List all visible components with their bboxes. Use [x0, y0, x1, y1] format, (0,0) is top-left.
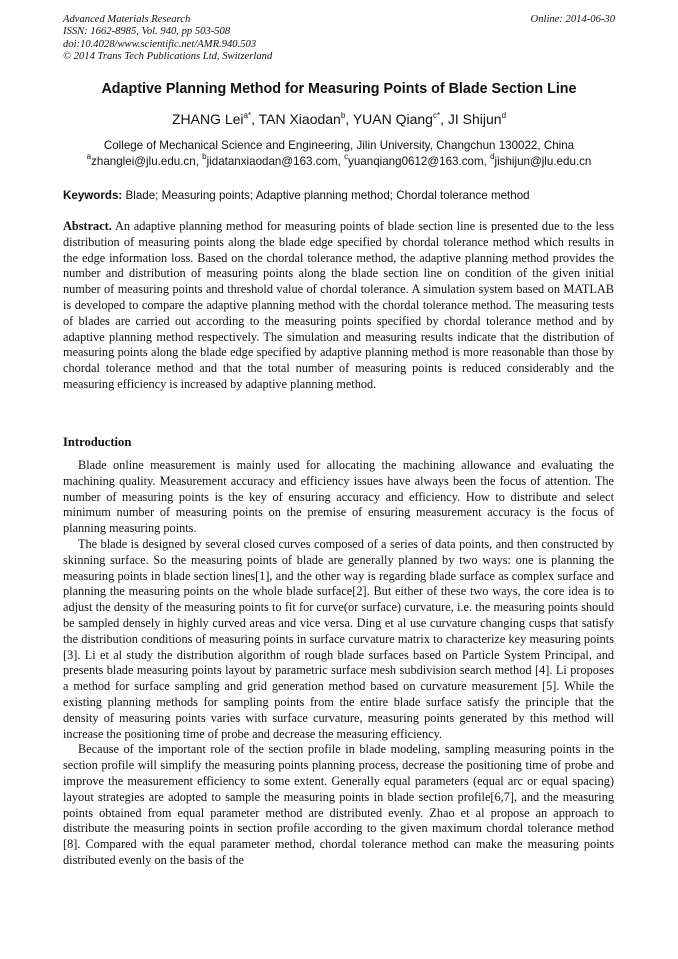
keywords [63, 189, 530, 202]
email-list: $^a$zhanglei@jlu.edu.cn, $^b$jidatanxiaodan@163.com, $^c$yuanqiang0612@163.com, $^d$jishijun@jlu.edu.cn [86, 152, 592, 168]
author-name: JI Shijun [447, 111, 502, 127]
issn-line: ISSN: 1662-8985, Vol. 940, pp 503-508 [63, 26, 231, 38]
journal-name: Advanced Materials Research [63, 14, 191, 25]
email-address[interactable]: zhanglei@jlu.edu.cn [91, 155, 196, 168]
author-name: YUAN Qiang [352, 111, 433, 127]
introduction-body [63, 458, 614, 869]
keywords-label: Keywords: [63, 189, 123, 202]
author-name: ZHANG Lei [171, 111, 244, 127]
paper-title: Adaptive Planning Method for Measuring Points of Blade Section Line [101, 81, 577, 97]
author-superscript: a* [243, 111, 252, 120]
email-superscript: a [86, 152, 92, 161]
email-address[interactable]: yuanqiang0612@163.com [348, 155, 484, 168]
copyright-line: © 2014 Trans Tech Publications Ltd, Switzerland [63, 51, 273, 63]
author-list: ZHANG Lei$^{a*}$, TAN Xiaodan$^b$, YUAN Qiang$^{c*}$, JI Shijun$^d$ [171, 111, 507, 127]
author-superscript: d [501, 111, 507, 120]
keywords-text: Blade; Measuring points; Adaptive planning method; Chordal tolerance method [125, 189, 530, 202]
abstract-text: An adaptive planning method for measuring points of blade section line is presented due to the less distribution of measuring points along the blade edge specified by chordal tolerance method which results in the edge information loss. Based on the chordal tolerance method, the adaptive planning method provides the number and distribution of measuring points along the blade section line on condition of the given initial number of measuring points and threshold value of chordal tolerance. A simulation system based on MATLAB is developed to compare the adaptive planning method with the chordal tolerance method. The measuring tests of blades are carried out according to the measuring points specified by chordal tolerance method and by adaptive planning method respectively. The simulation and measuring results indicate that the distribution of measuring points along the blade edge specified by adaptive planning method is more reasonable than those by chordal tolerance method and that the total number of measuring points is reduced considerably and the measuring efficiency is increased by adaptive planning method. [63, 219, 614, 391]
email-address[interactable]: jishijun@jlu.edu.cn [494, 155, 592, 168]
author-superscript: c* [432, 111, 441, 120]
paragraph: Because of the important role of the section profile in blade modeling, sampling measuring points in the section profile will simplify the measuring points planning process, decrease the positioning time of probe and improve the measurement efficiency to some extent. Generally equal parameters (equal arc or equal spacing) layout strategies are adopted to sample the measuring points in blade section profile[6,7], and the measuring points obtained from equal parameter method are distributed evenly. Zhao et al propose an approach to distribute the measuring points in section profile according to the given maximum chordal tolerance method [8]. Compared with the equal parameter method, chordal tolerance method can make the measuring points distributed evenly on the basis of the [63, 742, 614, 867]
affiliation: College of Mechanical Science and Engineering, Jilin University, Changchun 130022, China [103, 139, 575, 152]
doi-line: doi:10.4028/www.scientific.net/AMR.940.503 [63, 38, 257, 50]
section-heading: Introduction [63, 435, 132, 449]
email-superscript: c [344, 152, 349, 161]
paragraph: The blade is designed by several closed curves composed of a series of data points, and then constructed by skinning surface. So the measuring points of blade are generally planned by two ways: one is planning the measuring points in blade section lines[1], and the other way is regarding blade surface as complex surface and planning the measuring points on the whole blade surface[2]. But either of these two ways, the core idea is to adjust the density of the measuring points to fit for curve(or surface) curvature, i.e. the measuring points should be sampled densely in highly curved areas and vice versa. Ding et al use curvature changing cusps that satisfy the distribution conditions of measuring points in surface curvature matrix to characterize key measuring points [3]. Li et al study the distribution algorithm of rough blade surfaces based on Particle System Principal, and presents blade measuring points layout by parametric surface mesh subdivision search method [4]. Li proposes a method for surface sampling and grid generation method based on curvature measurement [5]. While the existing planning methods for sampling points from the entire blade surface satisfy the principle that the density of measuring points varies with surface curvature, measuring points generated by this method will increase the positioning time of probe and decrease the measuring efficiency. [63, 536, 614, 741]
abstract [63, 219, 614, 393]
journal-header [63, 14, 272, 64]
abstract-label: Abstract. [63, 219, 112, 233]
email-address[interactable]: jidatanxiaodan@163.com [206, 155, 338, 168]
email-superscript: b [202, 152, 207, 161]
author-superscript: b [340, 111, 346, 120]
paragraph: Blade online measurement is mainly used for allocating the machining allowance and evaluating the machining quality. Measurement accuracy and efficiency issues have always been the focus of attention. The number of measuring points is the key of ensuring accuracy and efficiency. How to distribute and select minimum number of measuring points on the premise of ensuring measurement accuracy is the focus of planning measuring points. [63, 458, 614, 536]
online-date: Online: 2014-06-30 [530, 14, 615, 25]
email-superscript: d [490, 152, 495, 161]
author-name: TAN Xiaodan [258, 111, 341, 127]
